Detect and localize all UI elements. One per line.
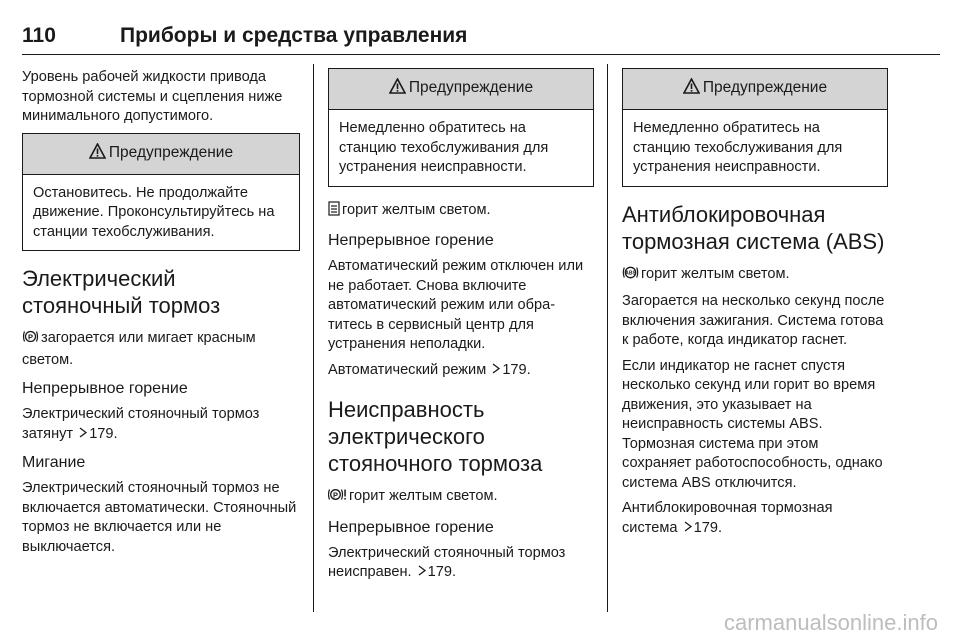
abs-paragraph-2: Если индикатор не гаснет спустя несколько секунд или горит во время движения, это указывает на неисправность системы ABS. Тормозная система при этом сохраняет работоспособность, однако система ABS отключится. [622,357,883,491]
warning-title: Предупреждение [702,79,828,96]
watermark: carmanualsonline.info [723,610,938,635]
continuous-text [22,405,300,444]
indicator-line [328,487,594,509]
warning-header [623,69,887,110]
indicator-line [622,265,888,287]
parking-brake-indicator-icon [22,329,39,351]
column-divider [313,64,314,612]
column-3 [622,68,888,544]
subheading-continuous: Непрерывное горение [328,518,494,536]
warning-header [23,134,299,175]
abs-paragraph-1: Загорается на несколько секунд после включения зажигания. Система готова к работе, когда индикатор гаснет. [622,293,885,348]
svg-text:P: P [332,490,339,500]
subheading-continuous: Непрерывное горение [328,232,494,249]
warning-triangle-icon [389,78,406,100]
page-title: Приборы и средства управления [120,24,468,47]
continuous-text: Автоматический режим отключен или не работает. Снова включите автоматический режим или обратитесь в сервисный центр для устранения неполадки. [328,258,584,352]
svg-text:P: P [27,332,34,342]
indicator-text: горит желтым светом. [342,201,491,218]
column-2 [328,68,594,589]
svg-text:ABS: ABS [625,270,636,277]
warning-text: Остановитесь. Не продолжайте движение. Проконсультируйтесь на станции техобслуживания. [33,184,275,240]
intro-text: Уровень рабочей жидкости привода тормозной системы и сцепления ниже минимального допустимого. [22,69,283,124]
warning-text: Немедленно обратитесь на станцию техобслуживания для устранения неисправности. [339,120,549,175]
continuous-text-body: Электрический стояночный тормоз затянут [22,406,260,442]
reference-arrow-icon [79,425,87,445]
indicator-line [22,329,300,370]
warning-triangle-icon [683,78,700,100]
page-reference[interactable]: 179. [427,564,457,580]
page-reference[interactable]: 179. [502,361,531,378]
column-1 [22,68,300,563]
warning-text: Немедленно обратитесь на станцию техобслуживания для устранения неисправности. [633,120,843,175]
page-reference[interactable]: 179. [89,425,118,442]
warning-title: Предупреждение [408,79,534,96]
auto-hold-indicator-icon [328,201,340,223]
indicator-text: горит желтым светом. [349,488,498,504]
indicator-line [328,201,594,223]
warning-box [22,133,300,252]
reference-arrow-icon [418,563,426,583]
warning-title: Предупреждение [108,143,234,161]
column-divider [607,64,608,612]
subheading-blinking: Мигание [22,454,86,471]
warning-triangle-icon [89,143,106,165]
blinking-text: Электрический стояночный тормоз не включается автоматически. Стояночный тормоз не включается или не выключается. [22,480,297,555]
page-number: 110 [22,24,56,47]
reference-arrow-icon [492,361,500,381]
section-title-abs: Антиблокировочная тормозная система (ABS) [622,201,885,254]
section-title-parking-brake: Электрический стояночный тормоз [22,266,221,318]
abs-reference-text: Антиблокировочная тормозная система [622,500,833,536]
section-title-brake-fault: Неисправность электрического стояночного тормоза [328,397,543,476]
abs-indicator-icon [622,265,639,287]
auto-mode-text: Автоматический режим [328,361,487,378]
abs-paragraph-3 [622,499,888,538]
brake-fault-indicator-icon [328,487,347,509]
warning-box [328,68,594,187]
warning-box [622,68,888,187]
indicator-text: горит желтым светом. [641,265,790,282]
auto-mode-reference [328,361,594,381]
indicator-text: загорается или мигает красным светом. [22,330,256,368]
warning-header [329,69,593,110]
page-reference[interactable]: 179. [693,519,723,536]
fault-text [328,544,594,583]
fault-text-body: Электрический стояночный тормоз неисправен. [328,544,566,580]
reference-arrow-icon [684,519,692,539]
page-header [22,24,940,55]
subheading-continuous: Непрерывное горение [22,380,188,397]
